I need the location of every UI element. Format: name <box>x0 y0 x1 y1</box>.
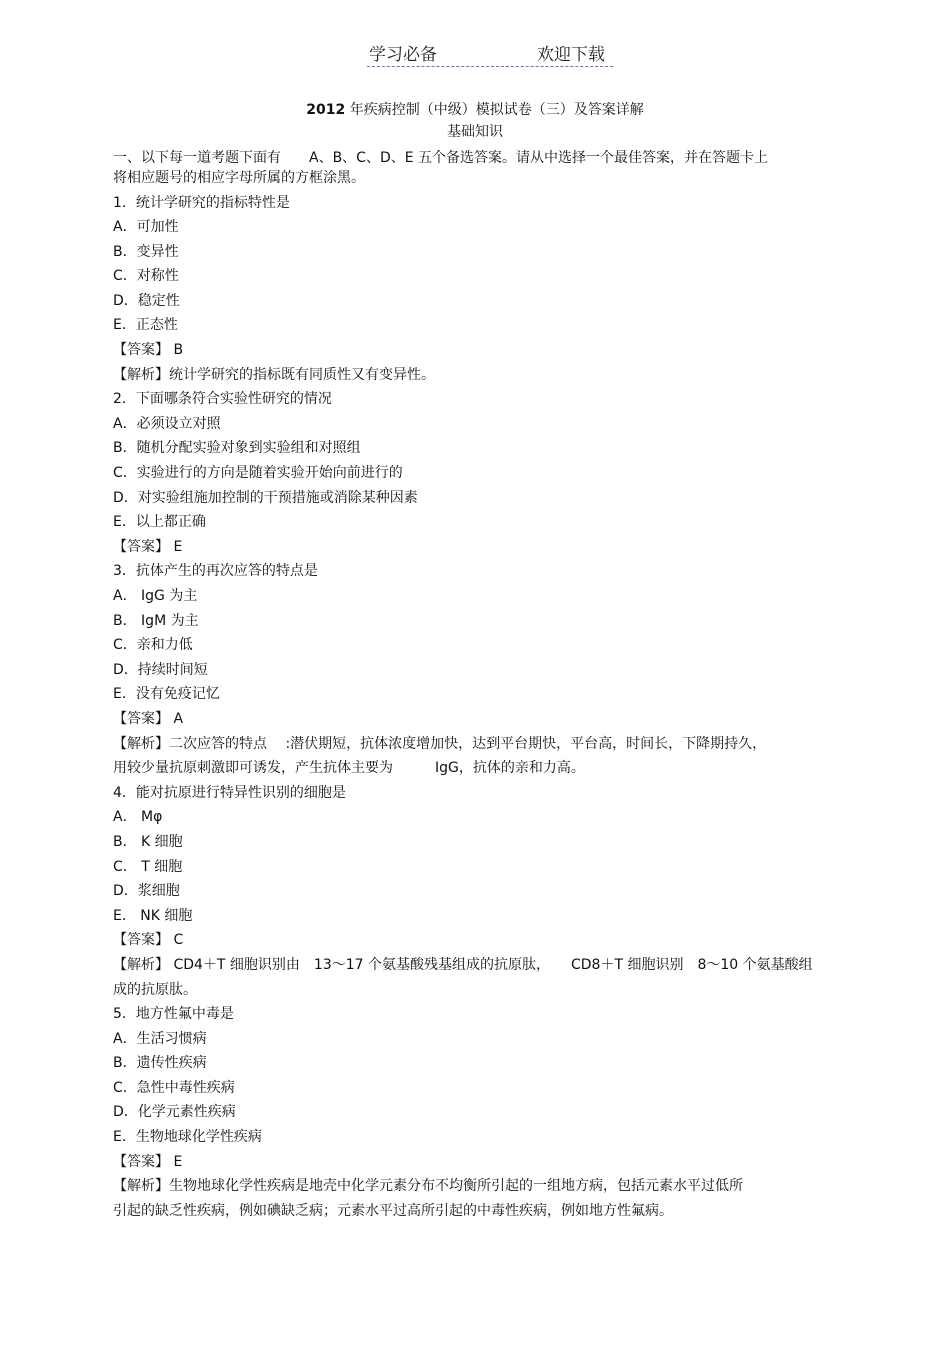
intro-line: 将相应题号的相应字母所属的方框涂黑。 <box>113 170 365 186</box>
answer-option: B．随机分配实验对象到实验组和对照组 <box>113 440 361 457</box>
answer-option: A．可加性 <box>113 219 179 236</box>
answer-option: A． IgG 为主 <box>113 588 198 604</box>
document-body <box>113 148 873 1225</box>
page-header <box>367 40 613 67</box>
question-block <box>113 1004 873 1225</box>
answer-option: C．急性中毒性疾病 <box>113 1079 235 1096</box>
answer-option: E．以上都正确 <box>113 514 206 531</box>
header-left-text: 学习必备 <box>369 45 437 65</box>
answer-option: C．对称性 <box>113 268 179 285</box>
answer-option: C． T 细胞 <box>113 858 183 875</box>
answer-option: E．生物地球化学性疾病 <box>113 1129 262 1146</box>
title-text: 年疾病控制（中级）模拟试卷（三）及答案详解 <box>345 102 644 118</box>
question-stem: 4．能对抗原进行特异性识别的细胞是 <box>113 784 346 801</box>
question-stem: 5．地方性氟中毒是 <box>113 1006 234 1023</box>
analysis-text: 用较少量抗原刺激即可诱发，产生抗体主要为 IgG，抗体的亲和力高。 <box>113 760 585 777</box>
analysis-text: 【解析】二次应答的特点 :潜伏期短，抗体浓度增加快，达到平台期快，平台高，时间长，下降期持久， <box>113 735 767 752</box>
answer-key: 【答案】 C <box>113 932 184 949</box>
title-year: 2012 <box>306 102 346 118</box>
answer-key: 【答案】 A <box>113 710 184 727</box>
question-block <box>113 389 873 561</box>
answer-option: A． Mφ <box>113 809 163 826</box>
analysis-text: 成的抗原肽。 <box>113 981 197 998</box>
answer-option: B． K 细胞 <box>113 833 183 850</box>
question-block <box>113 561 873 782</box>
question-list <box>113 193 873 1226</box>
question-stem: 3．抗体产生的再次应答的特点是 <box>113 563 318 580</box>
answer-option: C．亲和力低 <box>113 637 193 654</box>
analysis-text: 【解析】生物地球化学性疾病是地壳中化学元素分布不均衡所引起的一组地方病，包括元素水平过低所 <box>113 1178 743 1195</box>
answer-option: A．必须设立对照 <box>113 415 221 432</box>
document-title <box>0 100 950 120</box>
answer-option: D．稳定性 <box>113 292 180 309</box>
answer-option: D．持续时间短 <box>113 661 208 678</box>
answer-option: E．正态性 <box>113 317 178 334</box>
answer-option: D．浆细胞 <box>113 883 180 900</box>
question-stem: 2．下面哪条符合实验性研究的情况 <box>113 391 332 408</box>
answer-option: D．对实验组施加控制的干预措施或消除某种因素 <box>113 489 418 506</box>
section-subtitle: 基础知识 <box>447 124 503 140</box>
question-block <box>113 193 873 390</box>
answer-option: D．化学元素性疾病 <box>113 1104 236 1121</box>
answer-key: 【答案】 E <box>113 538 183 555</box>
answer-option: E． NK 细胞 <box>113 907 193 924</box>
question-block <box>113 783 873 1004</box>
intro-line: 一、以下每一道考题下面有 A、B、C、D、E 五个备选答案。请从中选择一个最佳答案，并在答题卡上 <box>113 150 769 166</box>
answer-option: B．遗传性疾病 <box>113 1055 207 1072</box>
answer-option: B． IgM 为主 <box>113 612 199 629</box>
analysis-text: 【解析】统计学研究的指标既有同质性又有变异性。 <box>113 366 435 383</box>
header-right-text: 欢迎下载 <box>537 45 605 65</box>
analysis-text: 引起的缺乏性疾病，例如碘缺乏病；元素水平过高所引起的中毒性疾病，例如地方性氟病。 <box>113 1202 673 1219</box>
analysis-text: 【解析】 CD4＋T 细胞识别由 13～17 个氨基酸残基组成的抗原肽， CD8＋T 细胞识别 8～10 个氨基酸组 <box>113 956 813 973</box>
answer-option: C．实验进行的方向是随着实验开始向前进行的 <box>113 465 403 482</box>
answer-key: 【答案】 E <box>113 1153 183 1170</box>
answer-key: 【答案】 B <box>113 342 184 359</box>
answer-option: B．变异性 <box>113 243 179 260</box>
answer-option: E．没有免疫记忆 <box>113 686 220 703</box>
answer-option: A．生活习惯病 <box>113 1030 207 1047</box>
question-stem: 1．统计学研究的指标特性是 <box>113 194 290 211</box>
